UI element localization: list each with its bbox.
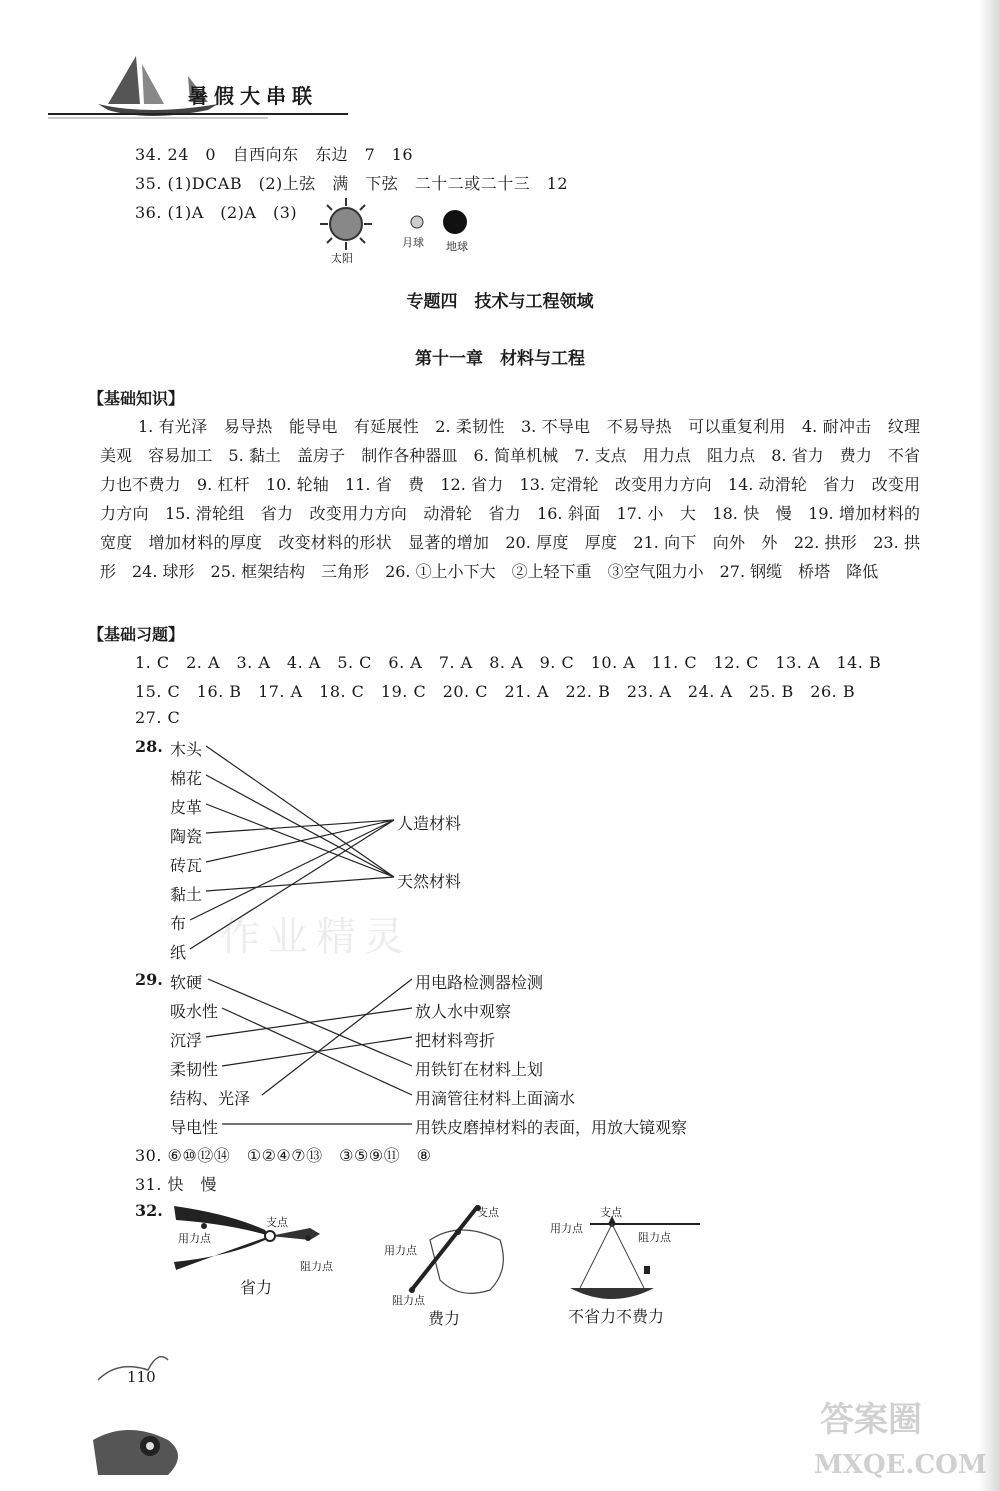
q32-number: 32. <box>135 1201 163 1220</box>
answer-30: 30. ⑥⑩⑫⑭ ①②④⑦⑬ ③⑤⑨⑪ ⑧ <box>135 1146 432 1165</box>
q28-left-item: 布 <box>170 914 187 933</box>
basic-exercises-heading: 【基础习题】 <box>88 625 185 644</box>
topic-title: 专题四 技术与工程领域 <box>406 292 594 312</box>
exercises-row-2: 15. C 16. B 17. A 18. C 19. C 20. C 21. A 22. B 23. A 24. A 25. B 26. B <box>135 682 856 701</box>
fig3-effort-label: 用力点 <box>550 1222 583 1235</box>
fig1-load-label: 阻力点 <box>300 1260 333 1273</box>
fig2-load-label: 阻力点 <box>392 1294 425 1307</box>
q28-left-item: 木头 <box>170 740 203 759</box>
moon-label: 月球 <box>402 236 424 249</box>
footer-decoration-icon <box>88 1340 198 1480</box>
q28-left-item: 陶瓷 <box>170 827 203 846</box>
q28-right-item: 人造材料 <box>397 814 462 833</box>
q29-right-item: 把材料弯折 <box>415 1031 496 1050</box>
answer-31: 31. 快 慢 <box>135 1175 218 1194</box>
q29-left-item: 柔韧性 <box>170 1060 219 1079</box>
answer-34: 34. 24 0 自西向东 东边 7 16 <box>135 145 414 164</box>
q29-left-item: 沉浮 <box>170 1031 203 1050</box>
q29-left-item: 软硬 <box>170 973 203 992</box>
fig1-fulcrum-label: 支点 <box>266 1216 288 1229</box>
fig3-caption: 不省力不费力 <box>568 1307 665 1326</box>
q28-left-item: 皮革 <box>170 798 203 817</box>
q28-left-item: 棉花 <box>170 769 203 788</box>
q29-right-item: 用电路检测器检测 <box>415 973 544 992</box>
fig3-fulcrum-label: 支点 <box>600 1206 622 1219</box>
q29-left-item: 结构、光泽 <box>170 1089 251 1108</box>
earth-label: 地球 <box>446 240 468 253</box>
exercises-row-3: 27. C <box>135 708 181 727</box>
fig2-caption: 费力 <box>428 1309 461 1328</box>
q28-left-item: 砖瓦 <box>170 856 203 875</box>
basic-knowledge-heading: 【基础知识】 <box>88 389 185 408</box>
fig1-effort-label: 用力点 <box>178 1232 211 1245</box>
fig1-caption: 省力 <box>240 1278 273 1297</box>
answer-35: 35. (1)DCAB (2)上弦 满 下弦 二十二或二十三 12 <box>135 174 569 193</box>
fig2-fulcrum-label: 支点 <box>477 1206 499 1219</box>
q28-left-item: 纸 <box>170 943 187 962</box>
q29-left-item: 吸水性 <box>170 1002 219 1021</box>
q29-right-item: 放人水中观察 <box>415 1002 512 1021</box>
fig2-effort-label: 用力点 <box>384 1244 417 1257</box>
page-number: 110 <box>127 1368 156 1386</box>
sun-label: 太阳 <box>331 252 353 265</box>
q29-right-item: 用铁皮磨掉材料的表面，用放大镜观察 <box>415 1118 688 1137</box>
watermark-stamp: 答案圈 <box>820 1400 922 1440</box>
watermark-text: 作业精灵 <box>220 914 412 960</box>
basic-knowledge-text: 1. 有光泽 易导热 能导电 有延展性 2. 柔韧性 3. 不导电 不易导热 可以重复利用 4. 耐冲击 纹理美观 容易加工 5. 黏土 盖房子 制作各种器皿 6. 简单机械 7. 支点 用力点 阻力点 8. 省力 费力 不省力也不费力 9. 杠杆 10. 轮轴 11. 省 费 12. 省力 13. 定滑轮 改变用力方向 14. 动滑轮 省力 改变用力方向 15. 滑轮组 省力 改变用力方向 动滑轮 省力 16. 斜面 17. 小 大 18. 快 慢 19. 增加材料的宽度 增加材料的厚度 改变材料的形状 显著的增加 20. 厚度 厚度 21. 向下 向外 外 22. 拱形 23. 拱形 24. 球形 25. 框架结构 三角形 26. ①上小下大 ②上轻下重 ③空气阻力小 27. 钢缆 桥塔 降低 <box>100 417 920 581</box>
q29-number: 29. <box>135 970 163 989</box>
watermark-site: MXQE.COM <box>814 1450 987 1480</box>
exercises-row-1: 1. C 2. A 3. A 4. A 5. C 6. A 7. A 8. A 9. C 10. A 11. C 12. C 13. A 14. B <box>135 653 882 672</box>
q28-right-item: 天然材料 <box>397 872 462 891</box>
q29-right-item: 用铁钉在材料上划 <box>415 1060 544 1079</box>
q29-right-item: 用滴管往材料上面滴水 <box>415 1089 576 1108</box>
q28-number: 28. <box>135 737 163 756</box>
header-title: 暑假大串联 <box>188 84 318 108</box>
fig3-load-label: 阻力点 <box>638 1231 671 1244</box>
answer-36: 36. (1)A (2)A (3) <box>135 203 298 222</box>
q28-left-item: 黏土 <box>170 885 203 904</box>
q29-left-item: 导电性 <box>170 1118 219 1137</box>
chapter-title: 第十一章 材料与工程 <box>415 349 585 369</box>
